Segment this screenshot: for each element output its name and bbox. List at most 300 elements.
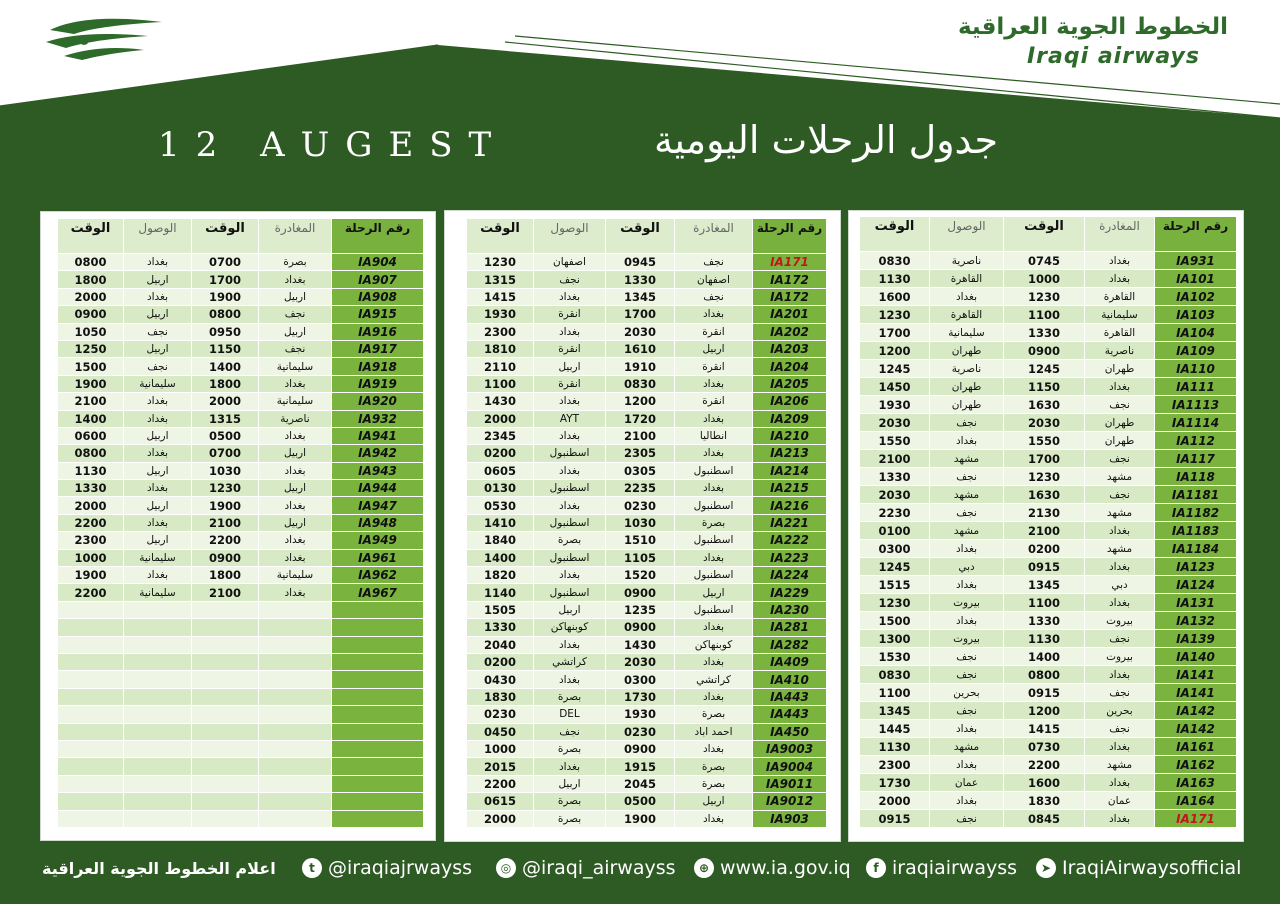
footer-telegram-text: IraqiAirwaysofficial <box>1062 857 1242 879</box>
footer-facebook-text: iraqiairwayss <box>892 857 1018 879</box>
departure-time: 0950 <box>192 323 259 340</box>
arrival-time: 1245 <box>860 360 930 378</box>
empty-table-row <box>58 793 424 810</box>
departure-city: احمد اباد <box>675 723 753 740</box>
departure-time: 1030 <box>192 462 259 479</box>
flight-number: IA164 <box>1155 792 1237 810</box>
arrival-time: 0130 <box>467 480 534 497</box>
departure-time: 1700 <box>606 306 675 323</box>
arrival-time: 1430 <box>467 393 534 410</box>
table-row <box>860 594 1237 612</box>
empty-cell <box>259 758 332 775</box>
arrival-city: القاهرة <box>930 270 1004 288</box>
flight-number: IA916 <box>332 323 424 340</box>
departure-time: 1830 <box>1004 792 1085 810</box>
table-row <box>860 648 1237 666</box>
arrival-city: نجف <box>930 810 1004 828</box>
flight-number: IA205 <box>753 375 827 392</box>
table-row <box>467 688 827 705</box>
table-row <box>58 445 424 462</box>
arrival-city: بغداد <box>930 288 1004 306</box>
table-row <box>467 671 827 688</box>
flight-number: IA101 <box>1155 270 1237 288</box>
table-row <box>860 468 1237 486</box>
departure-city: نجف <box>1085 630 1155 648</box>
table-row <box>467 427 827 444</box>
flight-number: IA282 <box>753 636 827 653</box>
arrival-city: اربيل <box>124 306 192 323</box>
table-row <box>58 323 424 340</box>
table-row <box>860 576 1237 594</box>
empty-cell <box>58 775 124 792</box>
empty-cell <box>259 723 332 740</box>
departure-city: سليمانية <box>259 358 332 375</box>
table-row <box>467 793 827 810</box>
empty-cell <box>192 775 259 792</box>
arrival-time: 1230 <box>467 254 534 271</box>
arrival-city: نجف <box>930 504 1004 522</box>
arrival-time: 0800 <box>58 254 124 271</box>
arrival-time: 2300 <box>467 323 534 340</box>
flight-number: IA139 <box>1155 630 1237 648</box>
empty-cell <box>58 688 124 705</box>
departure-city: بغداد <box>1085 594 1155 612</box>
arrival-city: بغداد <box>930 720 1004 738</box>
departure-city: طهران <box>1085 414 1155 432</box>
empty-cell <box>124 810 192 827</box>
arrival-time: 2230 <box>860 504 930 522</box>
departure-time: 1700 <box>192 271 259 288</box>
departure-time: 1630 <box>1004 396 1085 414</box>
schedule-title: جدول الرحلات اليومية <box>653 118 998 162</box>
departure-time: 1520 <box>606 567 675 584</box>
table-row <box>58 532 424 549</box>
arrival-time: 1330 <box>467 619 534 636</box>
table-row <box>467 480 827 497</box>
arrival-time: 1330 <box>58 480 124 497</box>
arrival-city: اسطنبول <box>534 514 606 531</box>
arrival-city: بغداد <box>534 567 606 584</box>
departure-time: 1800 <box>192 567 259 584</box>
departure-city: نجف <box>259 306 332 323</box>
flight-number: IA224 <box>753 567 827 584</box>
empty-cell <box>58 723 124 740</box>
arrival-city: سليمانية <box>930 324 1004 342</box>
departure-city: نجف <box>675 254 753 271</box>
arrival-time: 0900 <box>58 306 124 323</box>
header-time: الوقت <box>467 219 534 254</box>
arrival-time: 0530 <box>467 497 534 514</box>
departure-time: 1100 <box>1004 594 1085 612</box>
departure-city: نجف <box>1085 450 1155 468</box>
departure-city: بغداد <box>675 619 753 636</box>
header-flight-number: رقم الرحلة <box>332 219 424 254</box>
arrival-city: بغداد <box>930 576 1004 594</box>
arrival-city: دبي <box>930 558 1004 576</box>
flight-number: IA9003 <box>753 740 827 757</box>
table-row <box>467 288 827 305</box>
flight-number: IA1184 <box>1155 540 1237 558</box>
arrival-city: اربيل <box>124 532 192 549</box>
departure-city: بغداد <box>1085 252 1155 270</box>
table-body <box>58 254 424 828</box>
arrival-time: 1130 <box>860 738 930 756</box>
departure-city: اسطنبول <box>675 601 753 618</box>
arrival-time: 0600 <box>58 427 124 444</box>
empty-cell <box>58 706 124 723</box>
header-arrival: الوصول <box>124 219 192 254</box>
arrival-time: 1200 <box>860 342 930 360</box>
empty-table-row <box>58 775 424 792</box>
flight-number: IA172 <box>753 288 827 305</box>
empty-cell <box>192 619 259 636</box>
arrival-time: 1530 <box>860 648 930 666</box>
departure-city: سليمانية <box>259 567 332 584</box>
table-row <box>860 396 1237 414</box>
arrival-city: بغداد <box>930 540 1004 558</box>
table-row <box>58 358 424 375</box>
flight-number: IA443 <box>753 706 827 723</box>
table-row <box>58 514 424 531</box>
flight-number: IA142 <box>1155 702 1237 720</box>
departure-time: 1400 <box>192 358 259 375</box>
empty-table-row <box>58 601 424 618</box>
flight-number: IA206 <box>753 393 827 410</box>
empty-cell <box>58 740 124 757</box>
arrival-city: اربيل <box>534 358 606 375</box>
table-row <box>58 549 424 566</box>
departure-city: بيروت <box>1085 612 1155 630</box>
flight-number: IA204 <box>753 358 827 375</box>
arrival-city: مشهد <box>930 486 1004 504</box>
departure-time: 1610 <box>606 340 675 357</box>
departure-city: بغداد <box>675 375 753 392</box>
arrival-time: 2015 <box>467 758 534 775</box>
empty-cell <box>58 653 124 670</box>
departure-city: بغداد <box>675 445 753 462</box>
header-departure: المغادرة <box>259 219 332 254</box>
departure-time: 1415 <box>1004 720 1085 738</box>
departure-time: 2235 <box>606 480 675 497</box>
footer-instagram-text: @iraqi_airwayss <box>522 857 676 879</box>
flight-number: IA920 <box>332 393 424 410</box>
flight-number: IA904 <box>332 254 424 271</box>
departure-time: 1245 <box>1004 360 1085 378</box>
table-row <box>58 584 424 601</box>
departure-time: 1600 <box>1004 774 1085 792</box>
table-row <box>58 254 424 271</box>
departure-time: 1330 <box>606 271 675 288</box>
arrival-city: طهران <box>930 396 1004 414</box>
header-flight-number: رقم الرحلة <box>753 219 827 254</box>
arrival-time: 1100 <box>467 375 534 392</box>
departure-time: 0700 <box>192 254 259 271</box>
table-row <box>467 706 827 723</box>
arrival-city: اسطنبول <box>534 584 606 601</box>
arrival-time: 2300 <box>860 756 930 774</box>
table-row <box>467 601 827 618</box>
flight-number: IA132 <box>1155 612 1237 630</box>
departure-time: 0500 <box>606 793 675 810</box>
departure-city: بحرين <box>1085 702 1155 720</box>
departure-time: 0230 <box>606 497 675 514</box>
departure-time: 1330 <box>1004 324 1085 342</box>
empty-cell <box>58 601 124 618</box>
flight-number: IA908 <box>332 288 424 305</box>
arrival-time: 1515 <box>860 576 930 594</box>
departure-time: 2030 <box>606 323 675 340</box>
empty-cell <box>124 793 192 810</box>
arrival-city: اربيل <box>124 497 192 514</box>
departure-city: بغداد <box>1085 378 1155 396</box>
departure-time: 1200 <box>1004 702 1085 720</box>
flight-number: IA907 <box>332 271 424 288</box>
arrival-city: DEL <box>534 706 606 723</box>
departure-time: 2030 <box>606 653 675 670</box>
empty-cell <box>259 775 332 792</box>
flight-number: IA948 <box>332 514 424 531</box>
arrival-time: 1930 <box>467 306 534 323</box>
table-row <box>467 810 827 827</box>
empty-cell <box>124 723 192 740</box>
flight-number: IA161 <box>1155 738 1237 756</box>
arrival-time: 1450 <box>860 378 930 396</box>
header-time: الوقت <box>192 219 259 254</box>
arrival-city: بيروت <box>930 594 1004 612</box>
table-row <box>467 393 827 410</box>
flight-number: IA1181 <box>1155 486 1237 504</box>
departure-time: 1230 <box>1004 288 1085 306</box>
empty-cell <box>58 671 124 688</box>
departure-city: مشهد <box>1085 540 1155 558</box>
arrival-time: 1600 <box>860 288 930 306</box>
empty-cell <box>124 619 192 636</box>
flight-number: IA1114 <box>1155 414 1237 432</box>
departure-city: اسطنبول <box>675 532 753 549</box>
arrival-city: بغداد <box>124 393 192 410</box>
departure-time: 2130 <box>1004 504 1085 522</box>
arrival-city: بغداد <box>534 393 606 410</box>
departure-city: بصرة <box>259 254 332 271</box>
flight-number: IA141 <box>1155 684 1237 702</box>
header-flight-number: رقم الرحلة <box>1155 217 1237 252</box>
arrival-city: بصرة <box>534 688 606 705</box>
departure-time: 1430 <box>606 636 675 653</box>
departure-time: 2100 <box>192 514 259 531</box>
arrival-city: اربيل <box>124 340 192 357</box>
footer-twitter-text: @iraqiajrwayss <box>328 857 473 879</box>
departure-city: اربيل <box>259 514 332 531</box>
empty-cell <box>192 688 259 705</box>
telegram-icon: ➤ <box>1036 858 1056 878</box>
departure-time: 0800 <box>1004 666 1085 684</box>
empty-cell <box>332 671 424 688</box>
footer-website-link[interactable] <box>694 852 851 884</box>
departure-city: نجف <box>1085 396 1155 414</box>
header-departure: المغادرة <box>1085 217 1155 252</box>
arrival-city: بغداد <box>124 514 192 531</box>
header-time: الوقت <box>1004 217 1085 252</box>
flight-number: IA229 <box>753 584 827 601</box>
arrival-city: بغداد <box>534 288 606 305</box>
departure-time: 1200 <box>606 393 675 410</box>
arrival-time: 0605 <box>467 462 534 479</box>
table-row <box>467 740 827 757</box>
table-row <box>467 375 827 392</box>
departure-city: اسطنبول <box>675 567 753 584</box>
arrival-time: 1900 <box>58 567 124 584</box>
arrival-city: نجف <box>930 648 1004 666</box>
flight-number: IA104 <box>1155 324 1237 342</box>
departure-city: سليمانية <box>259 393 332 410</box>
flight-number: IA915 <box>332 306 424 323</box>
departure-time: 2100 <box>192 584 259 601</box>
arrival-time: 2000 <box>58 497 124 514</box>
table-row <box>467 723 827 740</box>
arrival-city: اربيل <box>124 462 192 479</box>
table-row <box>467 340 827 357</box>
table-row <box>860 432 1237 450</box>
arrival-city: نجف <box>124 358 192 375</box>
table-row <box>860 666 1237 684</box>
empty-cell <box>332 723 424 740</box>
arrival-city: انقرة <box>534 340 606 357</box>
flight-number: IA209 <box>753 410 827 427</box>
arrival-city: بغداد <box>534 671 606 688</box>
departure-city: القاهرة <box>1085 324 1155 342</box>
table-row <box>860 630 1237 648</box>
departure-city: اربيل <box>259 288 332 305</box>
departure-city: بصرة <box>675 775 753 792</box>
arrival-time: 1500 <box>58 358 124 375</box>
arrival-time: 1230 <box>860 306 930 324</box>
table-row <box>860 720 1237 738</box>
table-row <box>467 254 827 271</box>
flight-number: IA903 <box>753 810 827 827</box>
departure-time: 1800 <box>192 375 259 392</box>
departure-city: بغداد <box>259 375 332 392</box>
table-row <box>860 378 1237 396</box>
footer-telegram-link[interactable] <box>1036 852 1241 884</box>
departure-city: بصرة <box>675 758 753 775</box>
table-row <box>860 252 1237 270</box>
departure-city: بغداد <box>675 410 753 427</box>
empty-table-row <box>58 619 424 636</box>
empty-cell <box>124 758 192 775</box>
table-row <box>860 288 1237 306</box>
flight-number: IA919 <box>332 375 424 392</box>
empty-cell <box>259 636 332 653</box>
table-row <box>467 653 827 670</box>
departure-city: نجف <box>1085 720 1155 738</box>
table-row <box>467 445 827 462</box>
arrival-time: 1400 <box>467 549 534 566</box>
flight-number: IA118 <box>1155 468 1237 486</box>
arrival-city: بحرين <box>930 684 1004 702</box>
table-row <box>860 612 1237 630</box>
table-row <box>860 324 1237 342</box>
arrival-city: كوبنهاكن <box>534 619 606 636</box>
arrival-time: 1415 <box>467 288 534 305</box>
arrival-time: 0615 <box>467 793 534 810</box>
arrival-city: انقرة <box>534 375 606 392</box>
arrival-city: بغداد <box>124 288 192 305</box>
departure-time: 1030 <box>606 514 675 531</box>
departure-time: 1330 <box>1004 612 1085 630</box>
table-row <box>467 775 827 792</box>
empty-cell <box>332 706 424 723</box>
arrival-time: 0200 <box>467 653 534 670</box>
table-row <box>58 462 424 479</box>
flight-number: IA443 <box>753 688 827 705</box>
flight-number: IA171 <box>753 254 827 271</box>
departure-time: 0745 <box>1004 252 1085 270</box>
departure-time: 0500 <box>192 427 259 444</box>
departure-city: اسطنبول <box>675 462 753 479</box>
flight-number: IA931 <box>1155 252 1237 270</box>
departure-city: عمان <box>1085 792 1155 810</box>
departure-city: اربيل <box>259 480 332 497</box>
schedule-table-middle <box>466 218 827 828</box>
flight-number: IA215 <box>753 480 827 497</box>
arrival-city: ناصرية <box>930 360 1004 378</box>
arrival-city: مشهد <box>930 522 1004 540</box>
departure-time: 0230 <box>606 723 675 740</box>
table-row <box>58 567 424 584</box>
header-arrival: الوصول <box>534 219 606 254</box>
arrival-city: بغداد <box>124 254 192 271</box>
table-row <box>860 738 1237 756</box>
empty-cell <box>332 601 424 618</box>
header-time: الوقت <box>606 219 675 254</box>
arrival-time: 0915 <box>860 810 930 828</box>
departure-time: 1150 <box>1004 378 1085 396</box>
table-row <box>467 410 827 427</box>
arrival-time: 1100 <box>860 684 930 702</box>
departure-city: اربيل <box>675 340 753 357</box>
empty-cell <box>192 706 259 723</box>
arrival-time: 1930 <box>860 396 930 414</box>
flight-number: IA221 <box>753 514 827 531</box>
departure-city: بصرة <box>675 706 753 723</box>
empty-cell <box>192 671 259 688</box>
footer-twitter-link[interactable] <box>302 852 472 884</box>
table-row <box>467 584 827 601</box>
flight-number: IA124 <box>1155 576 1237 594</box>
arrival-time: 2100 <box>860 450 930 468</box>
departure-city: بغداد <box>675 810 753 827</box>
header-arrival: الوصول <box>930 217 1004 252</box>
arrival-time: 2345 <box>467 427 534 444</box>
empty-cell <box>124 706 192 723</box>
arrival-city: نجف <box>930 414 1004 432</box>
arrival-time: 1700 <box>860 324 930 342</box>
arrival-city: بغداد <box>534 462 606 479</box>
departure-city: مشهد <box>1085 756 1155 774</box>
footer-instagram-link[interactable] <box>496 852 676 884</box>
flight-number: IA171 <box>1155 810 1237 828</box>
footer-facebook-link[interactable] <box>866 852 1017 884</box>
departure-time: 0730 <box>1004 738 1085 756</box>
departure-city: بغداد <box>675 549 753 566</box>
empty-table-row <box>58 636 424 653</box>
header-departure: المغادرة <box>675 219 753 254</box>
departure-city: بغداد <box>259 497 332 514</box>
arrival-city: بيروت <box>930 630 1004 648</box>
arrival-time: 1140 <box>467 584 534 601</box>
departure-time: 1130 <box>1004 630 1085 648</box>
empty-cell <box>124 688 192 705</box>
